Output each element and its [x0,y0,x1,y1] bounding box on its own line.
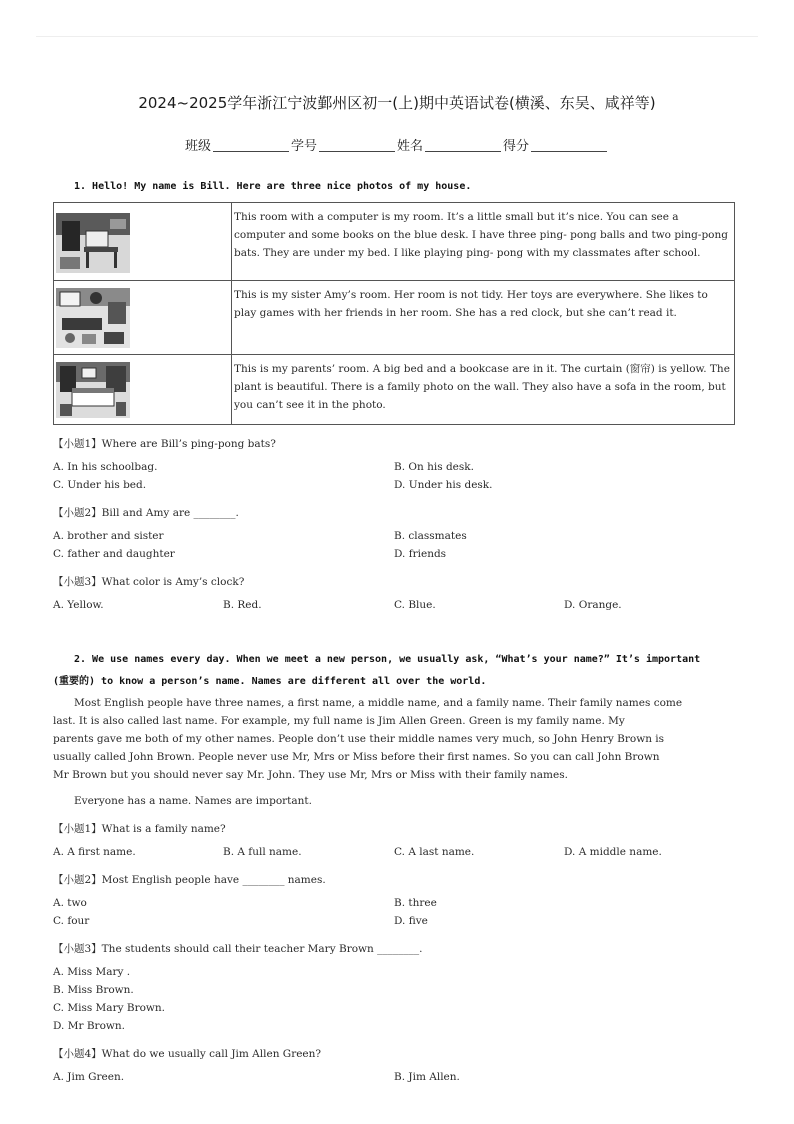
q2-sub3-option-b[interactable]: B. Miss Brown. [53,984,134,996]
name-label: 姓名 [397,139,424,154]
bill-room-photo [56,213,130,273]
table-row [54,355,735,425]
q1-sub3-option-b[interactable]: B. Red. [223,599,262,611]
q2-sub2-option-d[interactable]: D. five [394,915,428,927]
q1-sub1-option-c[interactable]: C. Under his bed. [53,479,147,491]
page-top-rule [36,36,758,37]
room-description: This room with a computer is my room. It’s a little small but it’s nice. You can see a computer and some books on the blue desk. I have three ping- pong balls and two ping-pong bats. They are under my bed. I like playing ping- pong with my classmates after school. [232,203,735,281]
q1-sub1-option-b[interactable]: B. On his desk. [394,461,474,473]
q1-sub2-option-c[interactable]: C. father and daughter [53,548,175,560]
amy-room-photo [56,288,130,348]
q1-sub2-option-a[interactable]: A. brother and sister [53,530,164,542]
q2-sub3-stem: 【小题3】The students should call their teacher Mary Brown ________. [53,943,423,955]
class-blank[interactable] [213,139,289,152]
q2-sub3-option-d[interactable]: D. Mr Brown. [53,1020,125,1032]
q2-sub3-option-a[interactable]: A. Miss Mary . [53,966,131,978]
q1-sub1-stem: 【小题1】Where are Bill’s ping-pong bats? [53,438,276,450]
q2-sub4-option-a[interactable]: A. Jim Green. [53,1071,125,1083]
score-blank[interactable] [531,139,607,152]
name-blank[interactable] [425,139,501,152]
passage-line: usually called John Brown. People never use Mr, Mrs or Miss before their first names. So you can call John Brown [53,751,660,763]
photo-cell [54,203,232,281]
q1-sub3-option-d[interactable]: D. Orange. [564,599,622,611]
q2-sub1-option-c[interactable]: C. A last name. [394,846,475,858]
parents-room-photo [56,362,130,418]
q1-sub3-option-a[interactable]: A. Yellow. [53,599,104,611]
table-row [54,203,735,281]
passage-closing: Everyone has a name. Names are important. [74,795,312,807]
q1-sub1-option-a[interactable]: A. In his schoolbag. [53,461,158,473]
student-info-line [0,135,794,154]
q1-sub3-option-c[interactable]: C. Blue. [394,599,436,611]
class-label: 班级 [184,139,211,154]
q1-sub2-option-b[interactable]: B. classmates [394,530,467,542]
table-row [54,281,735,355]
q2-sub1-option-b[interactable]: B. A full name. [223,846,302,858]
q2-sub4-option-b[interactable]: B. Jim Allen. [394,1071,460,1083]
passage-line: parents gave me both of my other names. People don’t use their middle names very much, so John Henry Brown is [53,733,665,745]
q1-sub2-stem: 【小题2】Bill and Amy are ________. [53,507,239,519]
passage-line: Most English people have three names, a first name, a middle name, and a family name. Their family names come [74,697,683,709]
passage-line: last. It is also called last name. For example, my full name is Jim Allen Green. Green is my family name. My [53,715,625,727]
q2-sub4-stem: 【小题4】What do we usually call Jim Allen Green? [53,1048,322,1060]
q2-heading-line2: (重要的) to know a person’s name. Names are different all over the world. [53,676,487,687]
q2-sub2-option-a[interactable]: A. two [53,897,87,909]
q2-heading-line1: 2. We use names every day. When we meet a new person, we usually ask, “What’s your name?” It’s important [74,654,701,665]
q2-sub1-option-d[interactable]: D. A middle name. [564,846,662,858]
rooms-table [53,202,735,425]
page-title: 2024~2025学年浙江宁波鄞州区初一(上)期中英语试卷(横溪、东吴、咸祥等) [138,94,656,112]
q2-sub1-stem: 【小题1】What is a family name? [53,823,226,835]
photo-cell [54,281,232,355]
q1-heading: 1. Hello! My name is Bill. Here are three nice photos of my house. [74,181,472,192]
number-label: 学号 [290,139,317,154]
q2-sub3-option-c[interactable]: C. Miss Mary Brown. [53,1002,166,1014]
q2-sub2-option-b[interactable]: B. three [394,897,437,909]
q2-sub1-option-a[interactable]: A. A first name. [53,846,136,858]
q2-sub2-stem: 【小题2】Most English people have ________ names. [53,874,326,886]
room-description: This is my sister Amy’s room. Her room is not tidy. Her toys are everywhere. She likes to play games with her friends in her room. She has a red clock, but she can’t read it. [232,281,735,355]
q1-sub2-option-d[interactable]: D. friends [394,548,447,560]
q2-sub2-option-c[interactable]: C. four [53,915,90,927]
q1-sub3-stem: 【小题3】What color is Amy’s clock? [53,576,245,588]
photo-cell [54,355,232,425]
number-blank[interactable] [319,139,395,152]
q1-sub1-option-d[interactable]: D. Under his desk. [394,479,493,491]
passage-line: Mr Brown but you should never say Mr. John. They use Mr, Mrs or Miss with their family names. [53,769,568,781]
score-label: 得分 [503,139,530,154]
room-description: This is my parents’ room. A big bed and a bookcase are in it. The curtain (窗帘) is yellow. The plant is beautiful. There is a family photo on the wall. They also have a sofa in the room, but you can’t see it in the photo. [232,355,735,425]
